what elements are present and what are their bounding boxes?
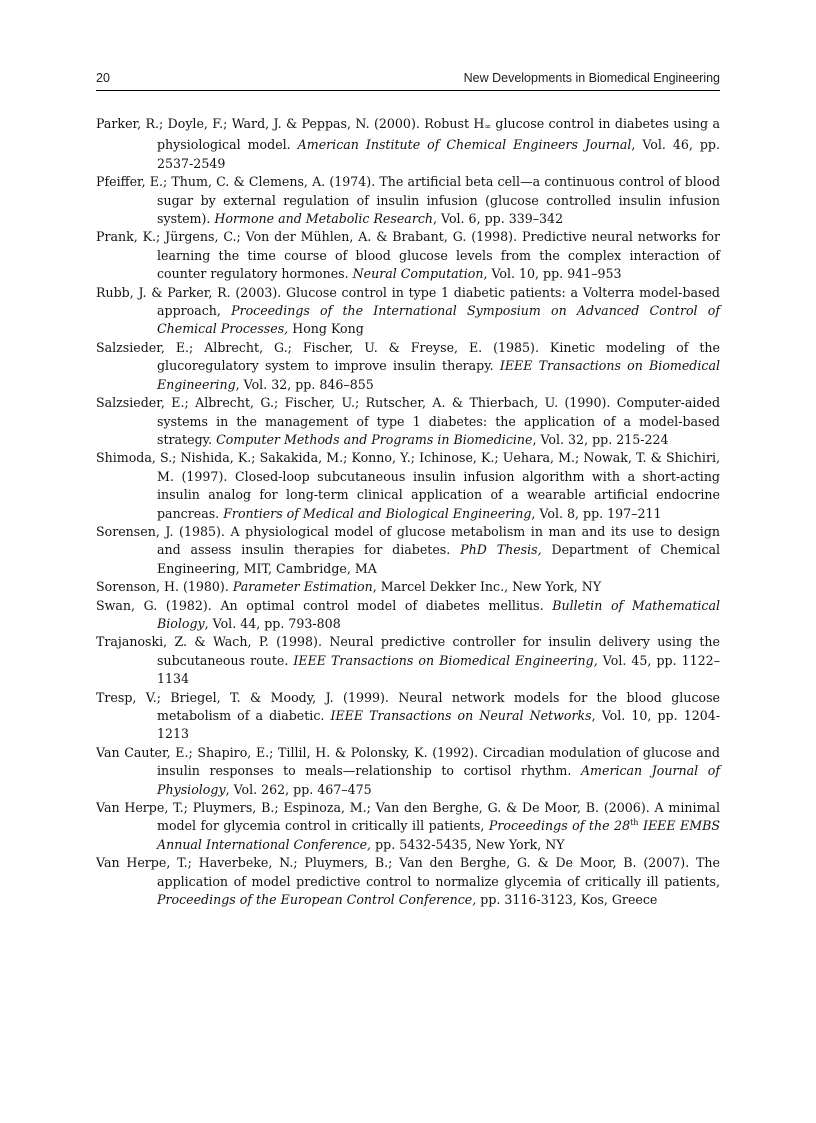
ref-details: , Marcel Dekker Inc., New York, NY <box>372 579 602 595</box>
ref-venue: American Institute of Chemical Engineers Journal <box>297 137 632 153</box>
ref-title: A minimal model for glycemia control in critically ill patients, <box>157 800 721 834</box>
ref-details: pp. 3116-3123, Kos, Greece <box>476 892 658 908</box>
ref-authors: Sorenson, H. (1980). <box>96 579 233 595</box>
ref-venue: American Journal of Physiology <box>157 763 720 797</box>
ref-details: , Vol. 262, pp. 467–475 <box>225 781 372 797</box>
ref-authors: Van Herpe, T.; Pluymers, B.; Espinoza, M.; Van den Berghe, G. & De Moor, B. (2006). <box>96 800 655 816</box>
ref-venue: Hormone and Metabolic Research <box>214 211 433 227</box>
running-title: New Developments in Biomedical Engineering <box>463 71 720 85</box>
ref-venue: Bulletin of Mathematical Biology <box>157 597 720 631</box>
ref-details: , Vol. 32, pp. 215-224 <box>532 431 669 447</box>
ref-authors: Pfeiffer, E.; Thum, C. & Clemens, A. (1974). <box>96 174 380 190</box>
ref-title: Glucose control in type 1 diabetic patients: a Volterra model-based approach, <box>157 284 720 319</box>
ref-title: Neural network models for the blood glucose metabolism of a diabetic. <box>157 689 720 723</box>
ref-title: A physiological model of glucose metabolism in man and its use to design and assess insulin therapies for diabetes. <box>157 523 720 558</box>
reference-entry <box>96 799 720 854</box>
page-number: 20 <box>96 71 110 85</box>
ref-authors: Shimoda, S.; Nishida, K.; Sakakida, M.; Konno, Y.; Ichinose, K.; Uehara, M.; Nowak, T. & Shichiri, M. (1997). <box>96 450 720 484</box>
ref-details: , Vol. 6, pp. 339–342 <box>433 211 564 227</box>
ref-venue-continued: IEEE EMBS Annual International Conference, <box>157 818 721 852</box>
ref-title: Neural predictive controller for insulin delivery using the subcutaneous route. <box>157 634 720 668</box>
reference-entry <box>96 228 720 283</box>
ref-title: The artificial beta cell—a continuous control of blood sugar by external regulation of insulin infusion (glucose controlled insulin infusion system). <box>157 174 721 227</box>
reference-entry <box>96 339 720 394</box>
ref-title: Computer-aided systems in the management of type 1 diabetes: the application of a model-based strategy. <box>157 395 720 447</box>
reference-entry <box>96 744 720 799</box>
reference-entry <box>96 284 720 339</box>
ref-venue: Parameter Estimation <box>232 579 373 595</box>
reference-entry <box>96 115 720 173</box>
ref-superscript: th <box>630 818 639 828</box>
ref-title: glucose control in diabetes using a physiological model. <box>157 116 721 153</box>
reference-entry <box>96 449 720 523</box>
reference-entry <box>96 633 720 688</box>
reference-entry <box>96 523 720 578</box>
ref-venue: Proceedings of the International Symposium on Advanced Control of Chemical Processes, <box>157 303 720 337</box>
ref-details: , Vol. 32, pp. 846–855 <box>235 376 374 392</box>
ref-venue: Proceedings of the 28 <box>488 818 631 834</box>
ref-authors: Van Cauter, E.; Shapiro, E.; Tillil, H. & Polonsky, K. (1992). <box>96 744 483 760</box>
ref-venue: Proceedings of the European Control Conference, <box>157 892 477 908</box>
ref-title: An optimal control model of diabetes mellitus. <box>220 597 553 613</box>
ref-authors: Salzsieder, E.; Albrecht, G.; Fischer, U. & Freyse, E. (1985). <box>96 339 550 355</box>
ref-authors: Prank, K.; Jürgens, C.; Von der Mühlen, A. & Brabant, G. (1998). <box>96 229 522 245</box>
ref-authors: Parker, R.; Doyle, F.; Ward, J. & Peppas, N. (2000). Robust H <box>96 116 485 131</box>
ref-venue: PhD Thesis, <box>460 542 542 558</box>
ref-details: , Vol. 10, pp. 941–953 <box>483 266 622 282</box>
ref-details: pp. 5432-5435, New York, NY <box>371 836 565 852</box>
ref-authors: Salzsieder, E.; Albrecht, G.; Fischer, U.; Rutscher, A. & Thierbach, U. (1990). <box>96 395 617 411</box>
ref-venue: IEEE Transactions on Biomedical Engineering, <box>293 652 598 668</box>
ref-venue: IEEE Transactions on Neural Networks <box>330 708 592 723</box>
reference-entry <box>96 854 720 909</box>
ref-subscript: ∞ <box>484 122 492 131</box>
ref-title: Circadian modulation of glucose and insulin responses to meals—relationship to cortisol rhythm. <box>157 744 720 779</box>
reference-list <box>96 115 720 909</box>
ref-details: , Vol. 8, pp. 197–211 <box>531 505 662 521</box>
ref-authors: Rubb, J. & Parker, R. (2003). <box>96 284 287 300</box>
ref-title: Predictive neural networks for learning the time course of blood glucose levels from the complex interaction of counter regulatory hormones. <box>157 229 720 282</box>
ref-details: , Vol. 46, pp. 2537-2549 <box>157 137 720 171</box>
ref-authors: Sorensen, J. (1985). <box>96 523 231 539</box>
ref-title: Kinetic modeling of the glucoregulatory system to improve insulin therapy. <box>157 339 720 374</box>
ref-authors: Van Herpe, T.; Haverbeke, N.; Pluymers, B.; Van den Berghe, G. & De Moor, B. (2007). <box>96 855 697 871</box>
running-header <box>96 68 720 91</box>
ref-venue: Computer Methods and Programs in Biomedicine <box>216 431 533 447</box>
ref-venue: IEEE Transactions on Biomedical Engineering <box>157 358 720 392</box>
reference-entry <box>96 394 720 449</box>
reference-entry <box>96 689 720 744</box>
ref-details: Vol. 45, pp. 1122–1134 <box>157 652 720 687</box>
ref-details: Hong Kong <box>288 321 364 337</box>
ref-details: , Vol. 10, pp. 1204-1213 <box>157 708 721 742</box>
ref-authors: Swan, G. (1982). <box>96 597 221 613</box>
ref-authors: Tresp, V.; Briegel, T. & Moody, J. (1999). <box>96 689 399 705</box>
reference-entry <box>96 173 720 228</box>
ref-details: Department of Chemical Engineering, MIT, Cambridge, MA <box>157 542 721 576</box>
ref-venue: Neural Computation <box>352 266 484 282</box>
reference-entry <box>96 597 720 634</box>
ref-details: , Vol. 44, pp. 793-808 <box>204 615 341 631</box>
reference-entry <box>96 578 720 596</box>
ref-authors: Trajanoski, Z. & Wach, P. (1998). <box>96 634 330 650</box>
ref-venue: Frontiers of Medical and Biological Engineering <box>223 505 532 521</box>
ref-title: Closed-loop subcutaneous insulin infusion algorithm with a short-acting insulin analog for long-term clinical application of a wearable artificial endocrine pancreas. <box>157 468 720 521</box>
ref-title: The application of model predictive control to normalize glycemia of critically ill patients, <box>157 855 720 889</box>
